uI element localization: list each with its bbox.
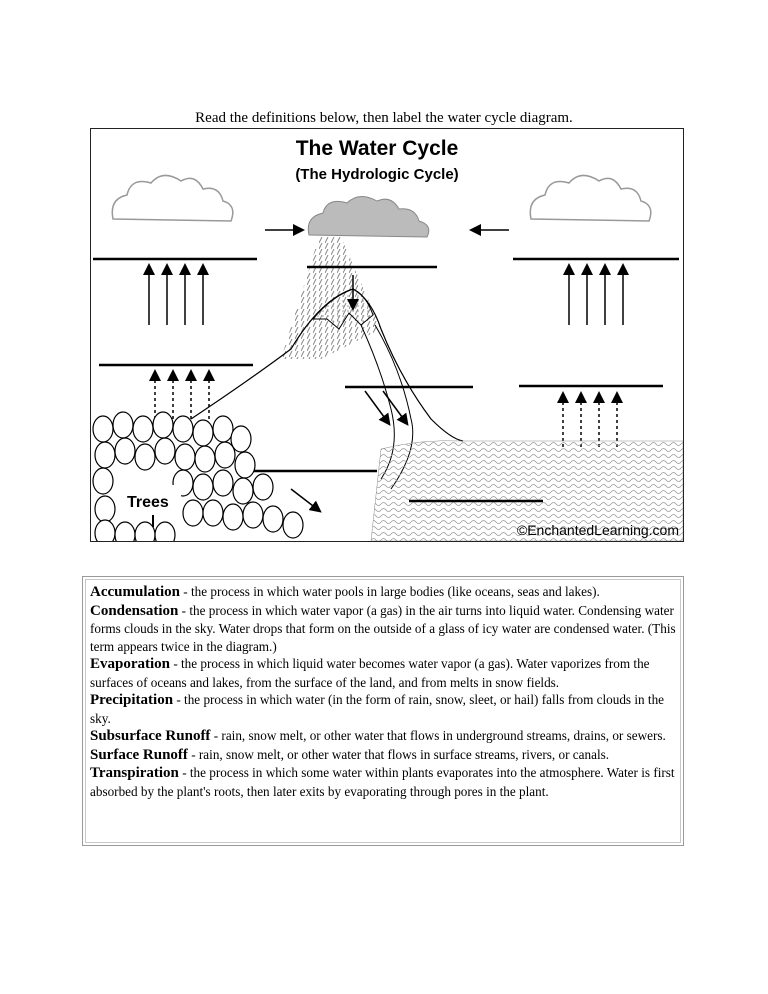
cloud-right-icon bbox=[530, 175, 651, 221]
term: Transpiration bbox=[90, 765, 179, 781]
definition-text: - the process in which water pools in large bodies (like oceans, seas and lakes). bbox=[180, 584, 600, 599]
definition-condensation bbox=[90, 602, 677, 656]
term: Surface Runoff bbox=[90, 746, 188, 763]
term: Precipitation bbox=[90, 692, 174, 708]
definition-text: - rain, snow melt, or other water that flows in surface streams, rivers, or canals. bbox=[187, 746, 610, 762]
definition-surface-runoff bbox=[90, 746, 677, 765]
instruction-text: Read the definitions below, then label the water cycle diagram. bbox=[195, 110, 573, 126]
diagram-title: The Water Cycle bbox=[295, 137, 459, 160]
water-cycle-diagram bbox=[90, 128, 684, 542]
trees-label: Trees bbox=[127, 494, 169, 511]
definition-text: - the process in which some water within plants evaporates into the atmosphere. Water is first absorbed by the plant's roots, then later exits by evaporating through pores in the plant. bbox=[90, 765, 675, 799]
term: Evaporation bbox=[90, 656, 171, 672]
term: Accumulation bbox=[90, 584, 180, 600]
definition-precipitation bbox=[90, 691, 677, 727]
definition-text: - the process in which water (in the form of rain, snow, sleet, or hail) falls from clouds in the sky. bbox=[90, 692, 665, 726]
definition-text: - rain, snow melt, or other water that flows in underground streams, drains, or sewers. bbox=[210, 728, 666, 743]
definitions-box bbox=[82, 576, 684, 846]
definition-accumulation bbox=[90, 583, 677, 602]
definition-text: - the process in which water vapor (a gas) in the air turns into liquid water. Condensing water forms clouds in the sky. Water drops that form on the outside of a glass of icy water are condensed water. (This term appears twice in the diagram.) bbox=[90, 602, 676, 654]
term: Condensation bbox=[90, 602, 179, 619]
definition-transpiration bbox=[90, 764, 677, 800]
trees-icon bbox=[93, 412, 303, 541]
definition-text: - the process in which liquid water becomes water vapor (a gas). Water vaporizes from the surfaces of oceans and lakes, from the surface of the land, and from melts in snow fields. bbox=[90, 656, 650, 690]
diagram-subtitle: (The Hydrologic Cycle) bbox=[295, 166, 459, 183]
definition-evaporation bbox=[90, 655, 677, 691]
cloud-left-icon bbox=[112, 175, 233, 221]
term: Subsurface Runoff bbox=[90, 728, 211, 744]
credit-text: ©EnchantedLearning.com bbox=[516, 522, 679, 538]
rain-cloud-icon bbox=[281, 196, 429, 359]
definition-subsurface-runoff bbox=[90, 727, 677, 746]
